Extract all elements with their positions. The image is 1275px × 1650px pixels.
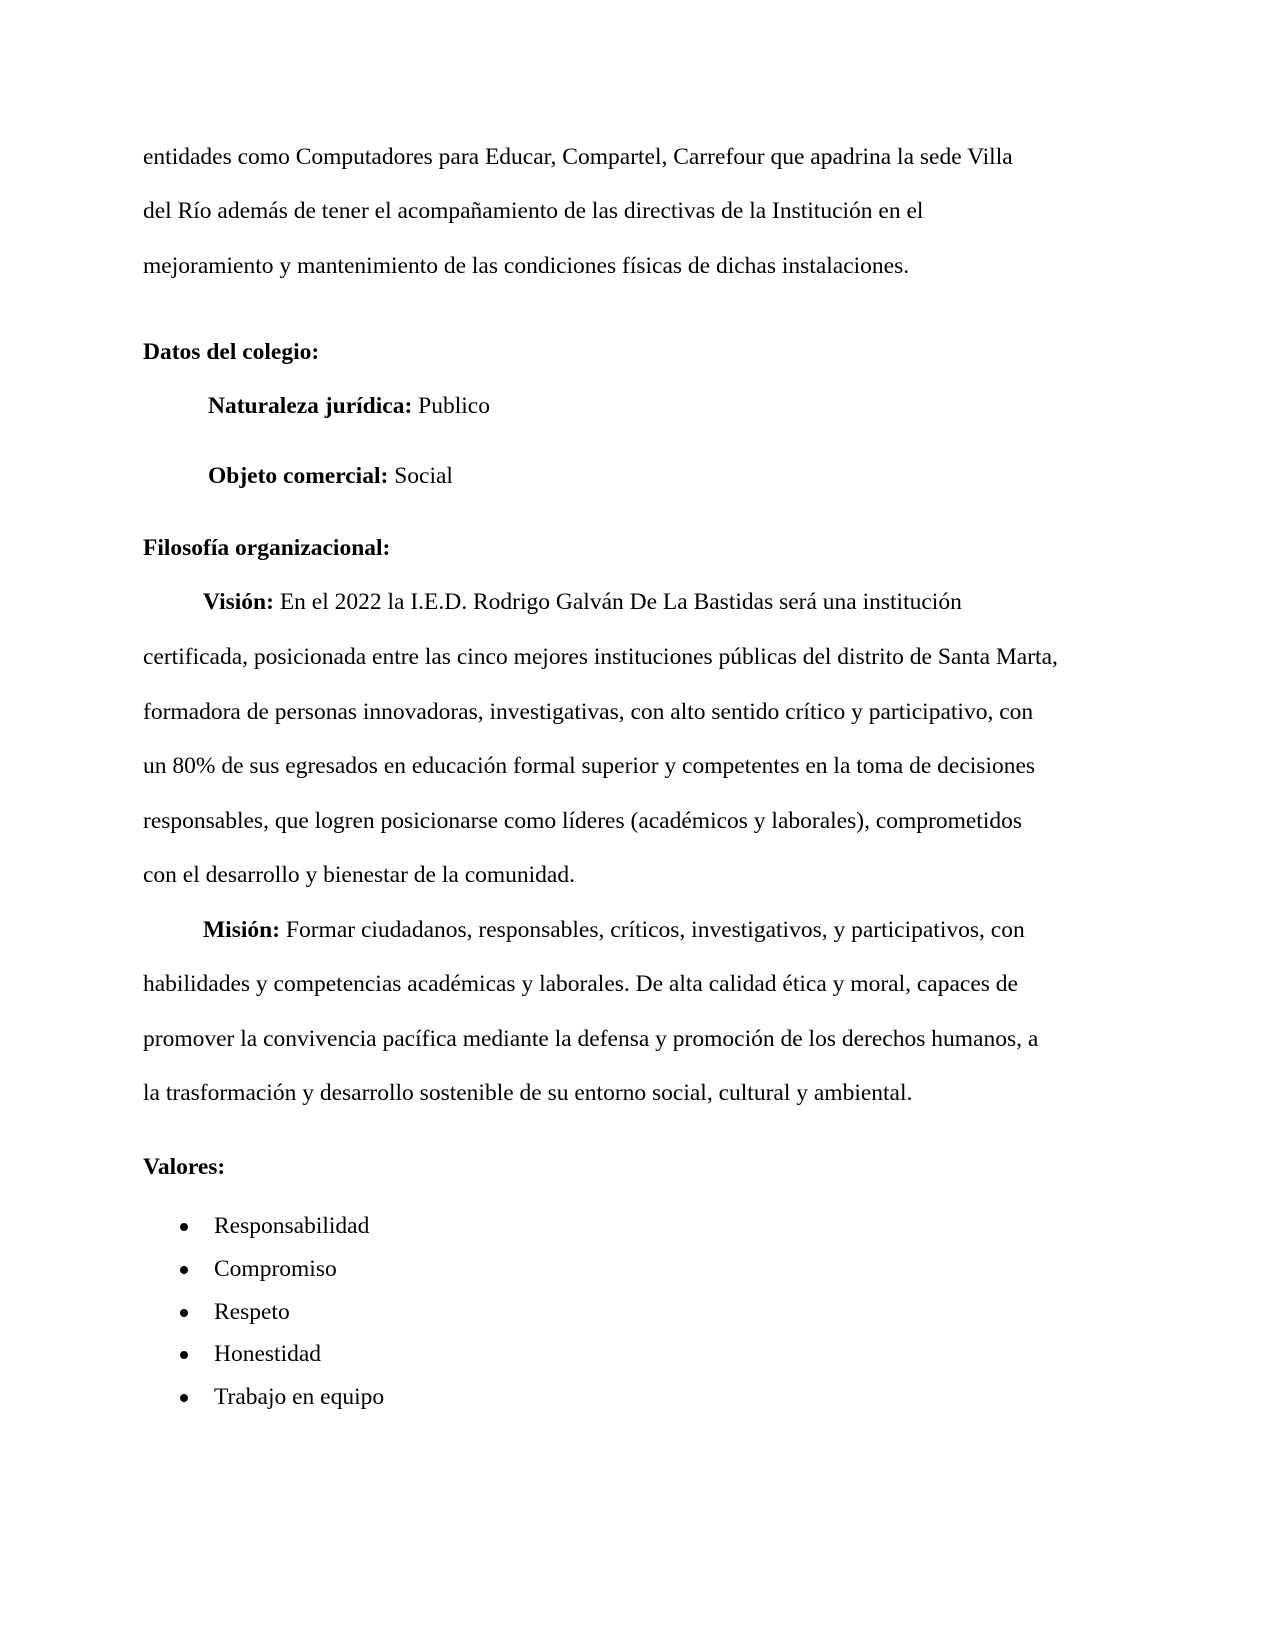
field-label: Objeto comercial:	[208, 463, 389, 489]
field-label: Naturaleza jurídica:	[208, 393, 413, 419]
mision-line: habilidades y competencias académicas y laborales. De alta calidad ética y moral, capaces de	[143, 971, 1018, 997]
vision-line: certificada, posicionada entre las cinco mejores instituciones públicas del distrito de Santa Marta,	[143, 644, 1058, 670]
vision-line: formadora de personas innovadoras, investigativas, con alto sentido crítico y participativo, con	[143, 699, 1034, 725]
objeto-comercial-field	[208, 461, 453, 491]
naturaleza-juridica-field	[208, 391, 490, 421]
vision-line: con el desarrollo y bienestar de la comunidad.	[143, 862, 575, 888]
vision-line: un 80% de sus egresados en educación formal superior y competentes en la toma de decisiones	[143, 753, 1036, 779]
mision-text: Formar ciudadanos, responsables, críticos, investigativos, y participativos, con	[285, 917, 1025, 943]
vision-line	[203, 587, 962, 617]
bullet-icon	[180, 1223, 188, 1231]
mision-line	[203, 915, 1025, 945]
mision-line: la trasformación y desarrollo sostenible de su entorno social, cultural y ambiental.	[143, 1080, 913, 1106]
vision-line: responsables, que logren posicionarse como líderes (académicos y laborales), comprometidos	[143, 808, 1023, 834]
field-value: Publico	[418, 393, 490, 419]
list-item-text: Honestidad	[214, 1341, 322, 1367]
vision-text: En el 2022 la I.E.D. Rodrigo Galván De La Bastidas será una institución	[279, 589, 962, 615]
intro-line: mejoramiento y mantenimiento de las condiciones físicas de dichas instalaciones.	[143, 253, 910, 279]
bullet-icon	[180, 1309, 188, 1317]
mision-line: promover la convivencia pacífica mediante la defensa y promoción de los derechos humanos, a	[143, 1026, 1039, 1052]
bullet-icon	[180, 1394, 188, 1402]
bullet-icon	[180, 1351, 188, 1359]
intro-line: entidades como Computadores para Educar, Compartel, Carrefour que apadrina la sede Villa	[143, 144, 1013, 170]
list-item-text: Responsabilidad	[214, 1213, 370, 1239]
datos-colegio-heading: Datos del colegio:	[143, 339, 320, 365]
valores-heading: Valores:	[143, 1154, 226, 1180]
intro-line: del Río además de tener el acompañamiento de las directivas de la Institución en el	[143, 198, 924, 224]
bullet-icon	[180, 1266, 188, 1274]
vision-label: Visión:	[203, 589, 274, 615]
list-item-text: Respeto	[214, 1299, 290, 1325]
field-value: Social	[394, 463, 453, 489]
list-item-text: Trabajo en equipo	[214, 1384, 385, 1410]
filosofia-heading: Filosofía organizacional:	[143, 535, 391, 561]
list-item-text: Compromiso	[214, 1256, 337, 1282]
mision-label: Misión:	[203, 917, 281, 943]
